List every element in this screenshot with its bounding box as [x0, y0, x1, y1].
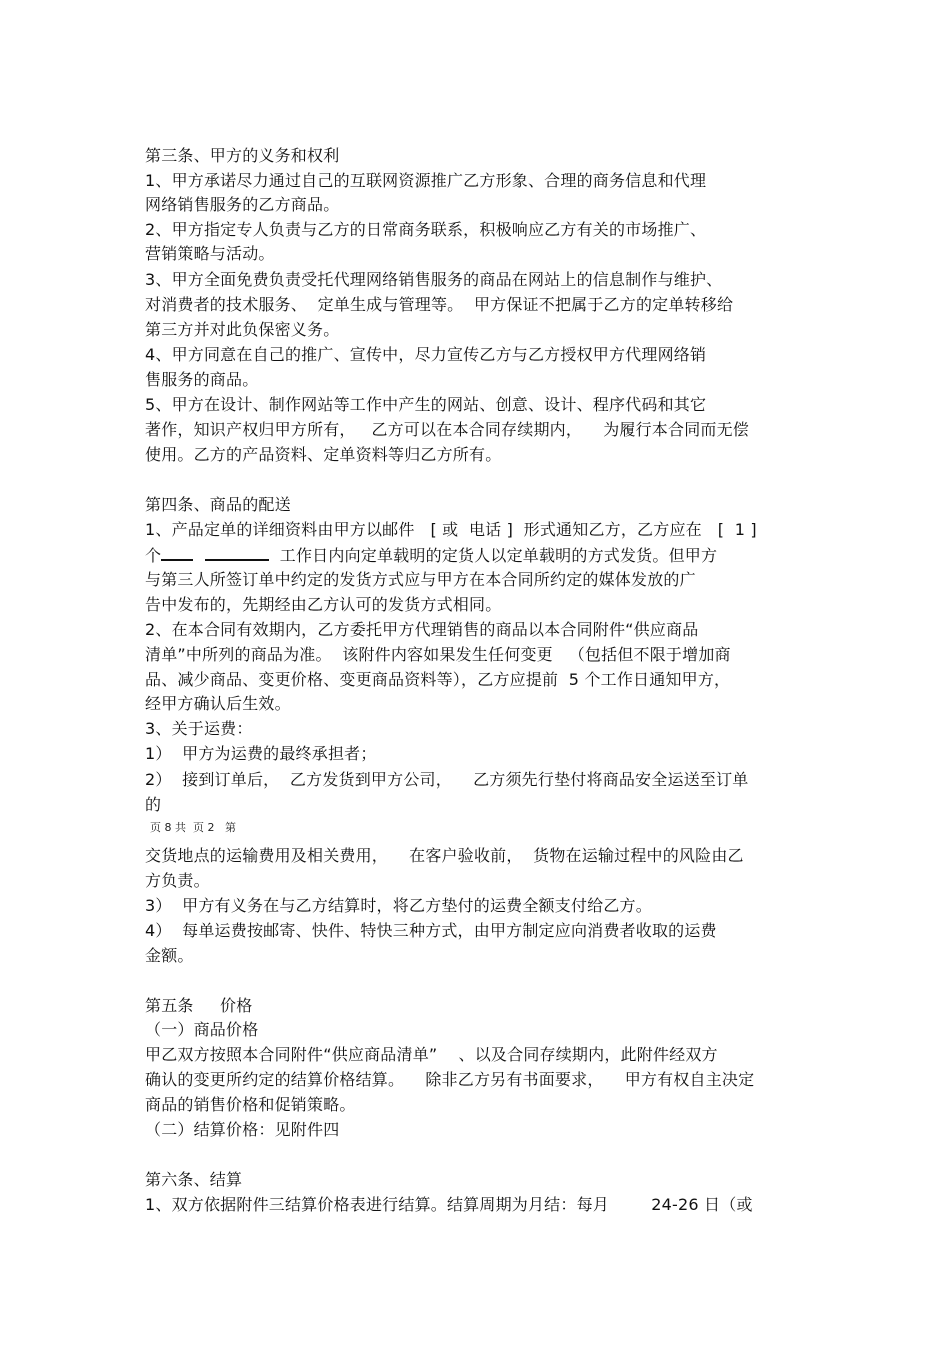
section-5-line: （二）结算价格：见附件四 — [145, 1120, 340, 1139]
continued-line: 3） 甲方有义务在与乙方结算时，将乙方垫付的运费全额支付给乙方。 — [145, 896, 652, 915]
section-4-line: 与第三人所签订单中约定的发货方式应与甲方在本合同所约定的媒体发放的广 — [145, 570, 696, 589]
fill-in-blank — [205, 545, 269, 561]
section-3-line: 营销策略与活动。 — [145, 244, 275, 263]
fill-in-blank — [161, 545, 193, 561]
section-5-heading: 第五条 价格 — [145, 996, 253, 1015]
section-5-line: 商品的销售价格和促销策略。 — [145, 1095, 356, 1114]
section-4-line: 3、关于运费： — [145, 719, 253, 738]
section-3-line: 售服务的商品。 — [145, 370, 259, 389]
section-3-heading: 第三条、甲方的义务和权利 — [145, 146, 340, 165]
page-number-footer: 页 8 共 页 2 第 — [150, 821, 236, 834]
section-3-line: 网络销售服务的乙方商品。 — [145, 195, 340, 214]
section-3-line: 第三方并对此负保密义务。 — [145, 320, 340, 339]
section-5-line: （一）商品价格 — [145, 1020, 259, 1039]
section-4-heading: 第四条、商品的配送 — [145, 495, 291, 514]
section-6-line: 1、双方依据附件三结算价格表进行结算。结算周期为月结：每月 24-26 日（或 — [145, 1195, 753, 1214]
section-4-line: 品、减少商品、变更价格、变更商品资料等），乙方应提前 5 个工作日通知甲方， — [145, 670, 731, 689]
section-5-line: 确认的变更所约定的结算价格结算。 除非乙方另有书面要求， 甲方有权自主决定 — [145, 1070, 755, 1089]
section-4-line: 的 — [145, 795, 162, 814]
section-3-line: 对消费者的技术服务、 定单生成与管理等。 甲方保证不把属于乙方的定单转移给 — [145, 295, 734, 314]
section-3-line: 1、甲方承诺尽力通过自己的互联网资源推广乙方形象、合理的商务信息和代理 — [145, 171, 707, 190]
continued-line: 金额。 — [145, 946, 194, 965]
section-4-line: 1） 甲方为运费的最终承担者； — [145, 744, 377, 763]
section-5-line: 甲乙双方按照本合同附件“供应商品清单” 、以及合同存续期内，此附件经双方 — [145, 1045, 718, 1064]
continued-line: 4） 每单运费按邮寄、快件、特快三种方式，由甲方制定应向消费者收取的运费 — [145, 921, 717, 940]
section-3-line: 2、甲方指定专人负责与乙方的日常商务联系，积极响应乙方有关的市场推广、 — [145, 220, 707, 239]
continued-line: 交货地点的运输费用及相关费用， 在客户验收前， 货物在运输过程中的风险由乙 — [145, 846, 744, 865]
section-4-line-with-blanks — [145, 545, 717, 566]
section-4-line: 1、产品定单的详细资料由甲方以邮件 [ 或 电话 ] 形式通知乙方，乙方应在 [ 1 ] — [145, 520, 757, 539]
section-4-line2-prefix: 个 — [145, 546, 162, 565]
section-4-line: 2） 接到订单后， 乙方发货到甲方公司， 乙方须先行垫付将商品安全运送至订单 — [145, 770, 749, 789]
section-3-line: 3、甲方全面免费负责受托代理网络销售服务的商品在网站上的信息制作与维护、 — [145, 270, 723, 289]
section-4-line: 清单”中所列的商品为准。 该附件内容如果发生任何变更 （包括但不限于增加商 — [145, 645, 731, 664]
section-4-line: 2、在本合同有效期内，乙方委托甲方代理销售的商品以本合同附件“供应商品 — [145, 620, 699, 639]
section-3-line: 使用。乙方的产品资料、定单资料等归乙方所有。 — [145, 445, 502, 464]
section-3-line: 著作，知识产权归甲方所有， 乙方可以在本合同存续期内， 为履行本合同而无偿 — [145, 420, 750, 439]
section-3-line: 4、甲方同意在自己的推广、宣传中，尽力宣传乙方与乙方授权甲方代理网络销 — [145, 345, 707, 364]
section-4-line: 经甲方确认后生效。 — [145, 694, 291, 713]
continued-line: 方负责。 — [145, 871, 210, 890]
section-3-line: 5、甲方在设计、制作网站等工作中产生的网站、创意、设计、程序代码和其它 — [145, 395, 707, 414]
section-6-heading: 第六条、结算 — [145, 1170, 243, 1189]
section-4-line: 告中发布的，先期经由乙方认可的发货方式相同。 — [145, 595, 502, 614]
section-4-line2-suffix: 工作日内向定单载明的定货人以定单载明的方式发货。但甲方 — [269, 546, 718, 565]
